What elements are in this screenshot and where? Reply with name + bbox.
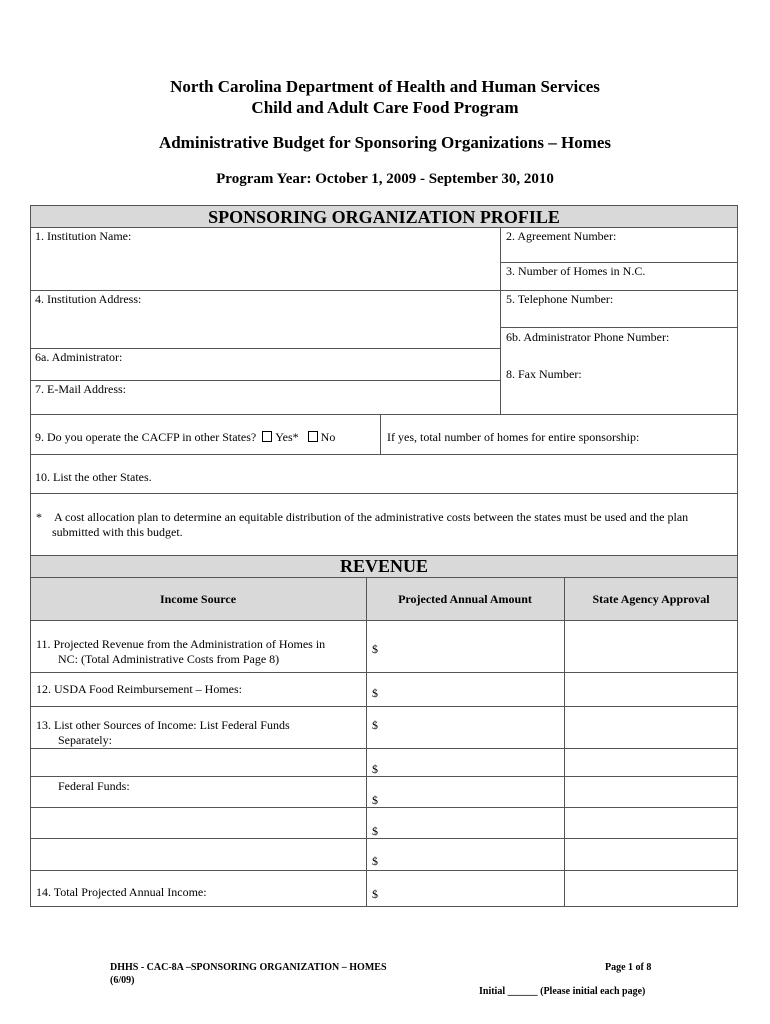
- yes-checkbox-label: Yes*: [275, 430, 299, 444]
- revenue-other-amount-4[interactable]: $: [372, 854, 378, 868]
- yes-checkbox[interactable]: [262, 431, 272, 442]
- institution-name-label: 1. Institution Name:: [35, 229, 132, 243]
- revenue-row-11-amount[interactable]: $: [372, 642, 378, 656]
- other-states-question-text: 9. Do you operate the CACFP in other States?: [35, 430, 257, 444]
- federal-funds-label: Federal Funds:: [58, 779, 130, 793]
- form-date: (6/09): [110, 975, 135, 986]
- note-asterisk: *: [36, 510, 42, 524]
- revenue-row-12-label: 12. USDA Food Reimbursement – Homes:: [36, 682, 242, 696]
- form-id: DHHS - CAC-8A –SPONSORING ORGANIZATION – HOMES: [110, 962, 387, 973]
- no-checkbox-label: No: [320, 430, 336, 444]
- revenue-other-amount-1[interactable]: $: [372, 762, 378, 776]
- revenue-row-13-line1: 13. List other Sources of Income: List Federal Funds: [36, 718, 290, 732]
- other-states-question: [35, 430, 335, 445]
- state-approval-header: State Agency Approval: [592, 592, 710, 606]
- income-source-header: Income Source: [159, 592, 237, 606]
- email-label: 7. E-Mail Address:: [35, 382, 126, 396]
- form-grid: [30, 205, 738, 907]
- projected-amount-header: Projected Annual Amount: [398, 592, 532, 606]
- revenue-row-14-amount[interactable]: $: [372, 887, 378, 901]
- no-checkbox[interactable]: [308, 431, 318, 442]
- telephone-label: 5. Telephone Number:: [506, 292, 614, 306]
- admin-phone-label: 6b. Administrator Phone Number:: [506, 330, 670, 344]
- revenue-row-14-label: 14. Total Projected Annual Income:: [36, 885, 207, 899]
- page-number: Page 1 of 8: [605, 962, 652, 973]
- profile-section-title: SPONSORING ORGANIZATION PROFILE: [208, 207, 560, 227]
- list-other-states-label: 10. List the other States.: [35, 470, 152, 484]
- number-of-homes-label: 3. Number of Homes in N.C.: [506, 264, 646, 278]
- agreement-number-label: 2. Agreement Number:: [506, 229, 617, 243]
- header-program-year: Program Year: October 1, 2009 - September 30, 2010: [216, 171, 554, 187]
- header-form-title: Administrative Budget for Sponsoring Organizations – Homes: [158, 133, 612, 152]
- revenue-row-12-amount[interactable]: $: [372, 686, 378, 700]
- revenue-row-11-line2: NC: (Total Administrative Costs from Page 8): [58, 652, 280, 666]
- cost-allocation-note-line1: A cost allocation plan to determine an equitable distribution of the administrative costs between the states must be used and the plan: [54, 510, 689, 524]
- revenue-other-amount-3[interactable]: $: [372, 824, 378, 838]
- institution-address-label: 4. Institution Address:: [35, 292, 142, 306]
- revenue-section-title: REVENUE: [339, 556, 428, 576]
- cost-allocation-note-line2: submitted with this budget.: [52, 525, 183, 539]
- initial-instruction: Initial ______ (Please initial each page): [479, 986, 646, 997]
- header-agency: North Carolina Department of Health and Human Services: [170, 77, 600, 96]
- header-program: Child and Adult Care Food Program: [251, 98, 519, 117]
- revenue-row-11-line1: 11. Projected Revenue from the Administration of Homes in: [36, 637, 326, 651]
- administrator-label: 6a. Administrator:: [35, 350, 123, 364]
- total-homes-label: If yes, total number of homes for entire sponsorship:: [387, 430, 640, 444]
- revenue-other-amount-2[interactable]: $: [372, 793, 378, 807]
- revenue-row-13-amount[interactable]: $: [372, 718, 378, 732]
- revenue-row-13-line2: Separately:: [58, 733, 112, 747]
- fax-label: 8. Fax Number:: [506, 367, 582, 381]
